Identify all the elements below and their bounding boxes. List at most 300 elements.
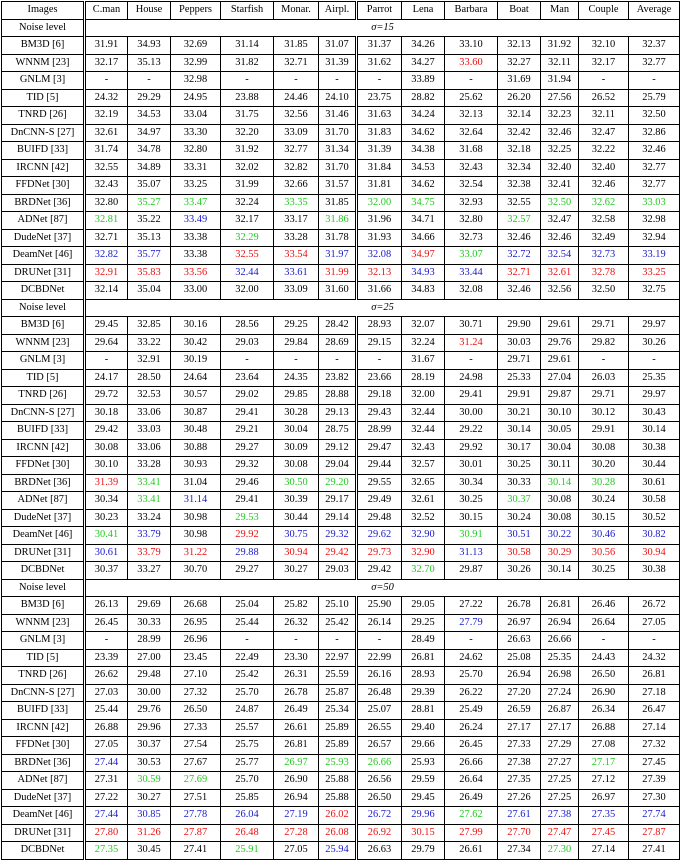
table-row [2, 842, 680, 860]
psnr-value: 27.35 [579, 807, 629, 825]
table-row [2, 789, 680, 807]
method-name: IRCNN [42] [2, 439, 85, 457]
method-name: BRDNet [36] [2, 474, 85, 492]
psnr-value: 33.49 [171, 212, 221, 230]
psnr-value: 30.25 [445, 492, 498, 510]
psnr-value: 25.62 [445, 89, 498, 107]
method-name: ADNet [87] [2, 212, 85, 230]
psnr-value: 27.38 [541, 807, 579, 825]
method-name: DCBDNet [2, 562, 85, 580]
psnr-value: 29.42 [357, 562, 402, 580]
psnr-value: 30.25 [498, 457, 541, 475]
psnr-value: 27.47 [541, 824, 579, 842]
method-name: DnCNN-S [27] [2, 404, 85, 422]
psnr-value: 25.91 [221, 842, 274, 860]
psnr-value: 33.31 [171, 159, 221, 177]
psnr-value: 31.57 [319, 177, 357, 195]
psnr-value: 26.78 [498, 597, 541, 615]
psnr-value: - [357, 632, 402, 650]
psnr-value: 26.97 [579, 789, 629, 807]
psnr-value: 33.30 [171, 124, 221, 142]
table-row [2, 719, 680, 737]
table-row [2, 772, 680, 790]
psnr-value: 27.25 [541, 772, 579, 790]
psnr-value: 32.27 [498, 54, 541, 72]
psnr-value: 27.17 [541, 719, 579, 737]
psnr-value: - [357, 72, 402, 90]
psnr-value: 25.93 [402, 754, 445, 772]
psnr-value: 31.14 [221, 37, 274, 55]
psnr-value: 26.50 [171, 702, 221, 720]
table-row [2, 404, 680, 422]
psnr-value: 29.62 [357, 527, 402, 545]
psnr-value: 27.87 [629, 824, 680, 842]
psnr-value: 29.87 [541, 387, 579, 405]
psnr-value: 27.20 [498, 684, 541, 702]
sigma-value: σ=15 [85, 19, 680, 37]
psnr-value: 25.33 [498, 369, 541, 387]
psnr-value: 27.78 [171, 807, 221, 825]
table-row [2, 282, 680, 300]
psnr-value: 33.61 [274, 264, 319, 282]
method-name: DRUNet [31] [2, 544, 85, 562]
psnr-value: 34.97 [402, 247, 445, 265]
psnr-value: 31.74 [85, 142, 128, 160]
psnr-value: - [221, 72, 274, 90]
method-name: DCBDNet [2, 282, 85, 300]
psnr-value: 34.93 [402, 264, 445, 282]
psnr-value: 29.92 [445, 439, 498, 457]
psnr-value: 25.75 [221, 737, 274, 755]
noise-level-label: Noise level [2, 19, 85, 37]
psnr-value: 27.19 [274, 807, 319, 825]
psnr-value: 26.88 [85, 719, 128, 737]
psnr-value: 30.28 [579, 474, 629, 492]
psnr-value: 32.80 [171, 142, 221, 160]
psnr-value: 27.25 [541, 789, 579, 807]
psnr-value: 26.52 [579, 89, 629, 107]
psnr-value: - [85, 72, 128, 90]
psnr-value: 31.07 [319, 37, 357, 55]
psnr-value: 28.69 [319, 334, 357, 352]
psnr-value: 30.34 [445, 474, 498, 492]
column-header: Starfish [221, 2, 274, 20]
psnr-value: 29.48 [128, 667, 171, 685]
psnr-value: 30.93 [171, 457, 221, 475]
psnr-value: 27.05 [274, 842, 319, 860]
psnr-value: 33.79 [128, 544, 171, 562]
psnr-value: 30.27 [128, 789, 171, 807]
psnr-value: 31.85 [319, 194, 357, 212]
psnr-value: - [579, 72, 629, 90]
psnr-value: 26.59 [498, 702, 541, 720]
table-row [2, 422, 680, 440]
psnr-value: 26.04 [221, 807, 274, 825]
psnr-value: 27.99 [445, 824, 498, 842]
psnr-value: 31.85 [274, 37, 319, 55]
psnr-value: 26.72 [357, 807, 402, 825]
psnr-value: 26.66 [445, 754, 498, 772]
psnr-value: 32.18 [498, 142, 541, 160]
psnr-value: 26.16 [357, 667, 402, 685]
header-row [2, 2, 680, 20]
psnr-value: 35.07 [128, 177, 171, 195]
psnr-value: 30.04 [274, 422, 319, 440]
psnr-value: 30.44 [629, 457, 680, 475]
psnr-value: 32.91 [128, 352, 171, 370]
table-row [2, 754, 680, 772]
psnr-value: 24.98 [445, 369, 498, 387]
psnr-value: 26.55 [357, 719, 402, 737]
method-name: GNLM [3] [2, 352, 85, 370]
psnr-value: 33.24 [128, 509, 171, 527]
psnr-value: 33.07 [445, 247, 498, 265]
psnr-value: 29.69 [128, 597, 171, 615]
psnr-value: 29.92 [221, 527, 274, 545]
psnr-value: 30.14 [541, 474, 579, 492]
psnr-value: 27.79 [445, 614, 498, 632]
psnr-value: 30.08 [541, 492, 579, 510]
psnr-value: 34.83 [402, 282, 445, 300]
psnr-value: 32.77 [629, 54, 680, 72]
psnr-value: 33.25 [629, 264, 680, 282]
psnr-value: 29.12 [319, 439, 357, 457]
method-name: ADNet [87] [2, 772, 85, 790]
psnr-value: 27.35 [85, 842, 128, 860]
psnr-value: 32.61 [402, 492, 445, 510]
psnr-value: 28.99 [128, 632, 171, 650]
psnr-value: 29.29 [128, 89, 171, 107]
header-images-cell: Images [2, 2, 85, 20]
column-header: Barbara [445, 2, 498, 20]
table-row [2, 124, 680, 142]
psnr-value: 30.37 [128, 737, 171, 755]
psnr-value: 27.45 [579, 824, 629, 842]
table-row [2, 614, 680, 632]
psnr-value: 34.75 [402, 194, 445, 212]
psnr-value: 26.57 [357, 737, 402, 755]
psnr-value: 25.44 [221, 614, 274, 632]
psnr-value: 29.97 [629, 317, 680, 335]
psnr-value: 31.26 [128, 824, 171, 842]
psnr-value: 32.62 [579, 194, 629, 212]
psnr-value: 30.98 [171, 527, 221, 545]
psnr-value: 30.45 [128, 842, 171, 860]
psnr-value: 26.92 [357, 824, 402, 842]
psnr-value: 29.71 [579, 317, 629, 335]
psnr-value: 26.97 [498, 614, 541, 632]
psnr-value: 31.81 [357, 177, 402, 195]
psnr-value: 30.33 [128, 614, 171, 632]
psnr-value: 26.96 [171, 632, 221, 650]
psnr-value: 29.45 [402, 789, 445, 807]
psnr-value: 34.93 [128, 37, 171, 55]
method-name: BM3D [6] [2, 317, 85, 335]
psnr-value: 32.02 [221, 159, 274, 177]
psnr-value: 31.92 [221, 142, 274, 160]
psnr-value: 30.01 [445, 457, 498, 475]
psnr-value: 30.00 [445, 404, 498, 422]
psnr-value: 32.00 [357, 194, 402, 212]
psnr-value: 32.13 [357, 264, 402, 282]
psnr-value: 33.44 [445, 264, 498, 282]
method-name: IRCNN [42] [2, 719, 85, 737]
psnr-value: 27.87 [171, 824, 221, 842]
psnr-value: 33.00 [171, 282, 221, 300]
psnr-value: 24.64 [171, 369, 221, 387]
psnr-value: 29.18 [357, 387, 402, 405]
psnr-value: 32.54 [541, 247, 579, 265]
psnr-value: 32.47 [541, 212, 579, 230]
psnr-value: 29.96 [128, 719, 171, 737]
psnr-value: 26.02 [319, 807, 357, 825]
table-row [2, 352, 680, 370]
psnr-value: 32.17 [85, 54, 128, 72]
psnr-value: 27.10 [171, 667, 221, 685]
psnr-value: 25.77 [221, 754, 274, 772]
psnr-value: 24.10 [319, 89, 357, 107]
psnr-value: 32.77 [629, 159, 680, 177]
column-header: Average [629, 2, 680, 20]
psnr-value: 32.46 [579, 177, 629, 195]
psnr-value: 27.18 [629, 684, 680, 702]
psnr-value: 27.67 [171, 754, 221, 772]
psnr-value: 29.49 [357, 492, 402, 510]
psnr-value: 30.42 [171, 334, 221, 352]
psnr-value: 29.22 [445, 422, 498, 440]
psnr-value: 26.68 [171, 597, 221, 615]
psnr-value: 34.38 [402, 142, 445, 160]
psnr-value: 34.24 [402, 107, 445, 125]
psnr-value: 32.44 [221, 264, 274, 282]
psnr-value: 29.72 [85, 387, 128, 405]
psnr-value: 32.07 [402, 317, 445, 335]
psnr-value: 32.37 [629, 37, 680, 55]
psnr-value: 32.43 [445, 159, 498, 177]
psnr-value: 33.35 [274, 194, 319, 212]
psnr-value: 26.94 [274, 789, 319, 807]
method-name: DRUNet [31] [2, 824, 85, 842]
method-name: BUIFD [33] [2, 702, 85, 720]
psnr-value: 29.48 [357, 509, 402, 527]
column-header: Couple [579, 2, 629, 20]
psnr-value: 27.30 [629, 789, 680, 807]
psnr-value: 32.70 [402, 562, 445, 580]
psnr-value: 30.26 [629, 334, 680, 352]
psnr-value: 33.79 [128, 527, 171, 545]
psnr-value: 27.05 [629, 614, 680, 632]
psnr-value: - [319, 72, 357, 90]
psnr-value: 27.14 [579, 842, 629, 860]
psnr-value: 32.43 [402, 439, 445, 457]
psnr-value: 32.72 [498, 247, 541, 265]
psnr-value: 30.00 [128, 684, 171, 702]
psnr-value: 33.19 [629, 247, 680, 265]
psnr-value: 26.98 [541, 667, 579, 685]
psnr-value: 29.61 [541, 317, 579, 335]
psnr-value: 27.32 [171, 684, 221, 702]
psnr-value: 25.49 [445, 702, 498, 720]
psnr-value: 29.82 [579, 334, 629, 352]
psnr-value: 31.60 [319, 282, 357, 300]
psnr-value: 31.83 [357, 124, 402, 142]
psnr-value: 32.90 [402, 527, 445, 545]
psnr-value: 31.91 [85, 37, 128, 55]
psnr-value: 32.20 [221, 124, 274, 142]
psnr-value: 25.93 [319, 754, 357, 772]
psnr-value: 30.48 [171, 422, 221, 440]
psnr-value: 30.70 [171, 562, 221, 580]
psnr-value: 25.10 [319, 597, 357, 615]
psnr-value: 32.13 [445, 107, 498, 125]
psnr-value: 31.34 [319, 142, 357, 160]
psnr-value: 25.70 [445, 667, 498, 685]
psnr-value: 31.46 [319, 107, 357, 125]
psnr-value: 26.45 [85, 614, 128, 632]
psnr-value: 26.72 [629, 597, 680, 615]
psnr-value: 33.38 [171, 229, 221, 247]
psnr-value: 32.10 [579, 37, 629, 55]
table-row [2, 474, 680, 492]
psnr-value: 29.91 [498, 387, 541, 405]
psnr-value: 30.08 [541, 509, 579, 527]
psnr-value: 30.51 [498, 527, 541, 545]
psnr-value: 32.14 [85, 282, 128, 300]
table-row [2, 159, 680, 177]
psnr-value: 30.27 [274, 562, 319, 580]
psnr-value: - [319, 352, 357, 370]
psnr-value: 26.48 [221, 824, 274, 842]
psnr-value: 28.42 [319, 317, 357, 335]
psnr-value: 30.50 [274, 474, 319, 492]
psnr-value: 27.12 [579, 772, 629, 790]
psnr-value: 33.41 [128, 474, 171, 492]
table-row [2, 72, 680, 90]
psnr-value: 35.83 [128, 264, 171, 282]
psnr-value: 26.32 [274, 614, 319, 632]
psnr-value: 23.45 [171, 649, 221, 667]
psnr-value: 27.70 [498, 824, 541, 842]
psnr-value: 33.09 [274, 282, 319, 300]
psnr-value: 29.25 [402, 614, 445, 632]
psnr-value: 25.34 [319, 702, 357, 720]
psnr-value: 24.35 [274, 369, 319, 387]
psnr-value: 23.88 [221, 89, 274, 107]
psnr-value: 31.39 [85, 474, 128, 492]
psnr-value: 34.71 [402, 212, 445, 230]
table-row [2, 177, 680, 195]
table-row [2, 142, 680, 160]
psnr-value: 26.64 [579, 614, 629, 632]
psnr-value: 22.49 [221, 649, 274, 667]
noise-level-row [2, 299, 680, 317]
psnr-value: 30.08 [85, 439, 128, 457]
psnr-value: 26.64 [445, 772, 498, 790]
psnr-value: 29.05 [402, 597, 445, 615]
psnr-value: - [357, 352, 402, 370]
psnr-value: 26.66 [541, 632, 579, 650]
psnr-value: 32.44 [402, 404, 445, 422]
psnr-value: 32.65 [402, 474, 445, 492]
psnr-value: 25.57 [221, 719, 274, 737]
psnr-value: 25.42 [319, 614, 357, 632]
psnr-value: 33.22 [128, 334, 171, 352]
psnr-value: 31.99 [319, 264, 357, 282]
psnr-value: 26.45 [445, 737, 498, 755]
psnr-value: 26.81 [629, 667, 680, 685]
psnr-value: 32.91 [85, 264, 128, 282]
psnr-value: 30.05 [541, 422, 579, 440]
psnr-value: 27.69 [171, 772, 221, 790]
psnr-value: 28.19 [402, 369, 445, 387]
psnr-value: 35.77 [128, 247, 171, 265]
psnr-value: 34.89 [128, 159, 171, 177]
psnr-value: 29.02 [221, 387, 274, 405]
psnr-value: 30.21 [498, 404, 541, 422]
psnr-value: 33.41 [128, 492, 171, 510]
psnr-value: 33.09 [274, 124, 319, 142]
psnr-value: 27.08 [579, 737, 629, 755]
psnr-value: 29.25 [274, 317, 319, 335]
psnr-value: 32.77 [629, 177, 680, 195]
psnr-value: 33.60 [445, 54, 498, 72]
method-name: WNNM [23] [2, 334, 85, 352]
psnr-value: 30.23 [85, 509, 128, 527]
psnr-value: 34.78 [128, 142, 171, 160]
psnr-value: 30.10 [85, 457, 128, 475]
psnr-value: 30.43 [629, 404, 680, 422]
psnr-value: 29.59 [402, 772, 445, 790]
noise-level-row [2, 579, 680, 597]
psnr-value: 31.99 [221, 177, 274, 195]
psnr-value: 32.69 [171, 37, 221, 55]
psnr-value: 31.04 [171, 474, 221, 492]
psnr-value: 31.75 [221, 107, 274, 125]
psnr-value: 27.33 [498, 737, 541, 755]
psnr-value: 29.03 [319, 562, 357, 580]
psnr-value: 27.22 [445, 597, 498, 615]
psnr-value: 32.19 [85, 107, 128, 125]
table-row [2, 544, 680, 562]
psnr-value: 25.04 [221, 597, 274, 615]
psnr-value: 32.98 [629, 212, 680, 230]
psnr-value: 31.67 [402, 352, 445, 370]
psnr-value: 25.35 [629, 369, 680, 387]
psnr-value: 25.07 [357, 702, 402, 720]
psnr-value: 24.87 [221, 702, 274, 720]
psnr-value: 32.94 [629, 229, 680, 247]
psnr-value: 30.24 [498, 509, 541, 527]
psnr-value: 28.82 [402, 89, 445, 107]
psnr-value: 30.41 [85, 527, 128, 545]
psnr-value: 24.32 [85, 89, 128, 107]
table-row [2, 667, 680, 685]
psnr-value: - [319, 632, 357, 650]
psnr-value: 32.58 [579, 212, 629, 230]
psnr-value: 32.46 [498, 229, 541, 247]
psnr-value: 30.34 [85, 492, 128, 510]
column-header: Boat [498, 2, 541, 20]
psnr-value: 34.53 [128, 107, 171, 125]
psnr-value: 28.99 [357, 422, 402, 440]
psnr-value: 32.93 [445, 194, 498, 212]
psnr-value: 30.53 [128, 754, 171, 772]
psnr-value: 29.47 [357, 439, 402, 457]
table-row [2, 632, 680, 650]
psnr-value: 26.81 [274, 737, 319, 755]
psnr-value: 26.13 [85, 597, 128, 615]
psnr-value: 23.39 [85, 649, 128, 667]
